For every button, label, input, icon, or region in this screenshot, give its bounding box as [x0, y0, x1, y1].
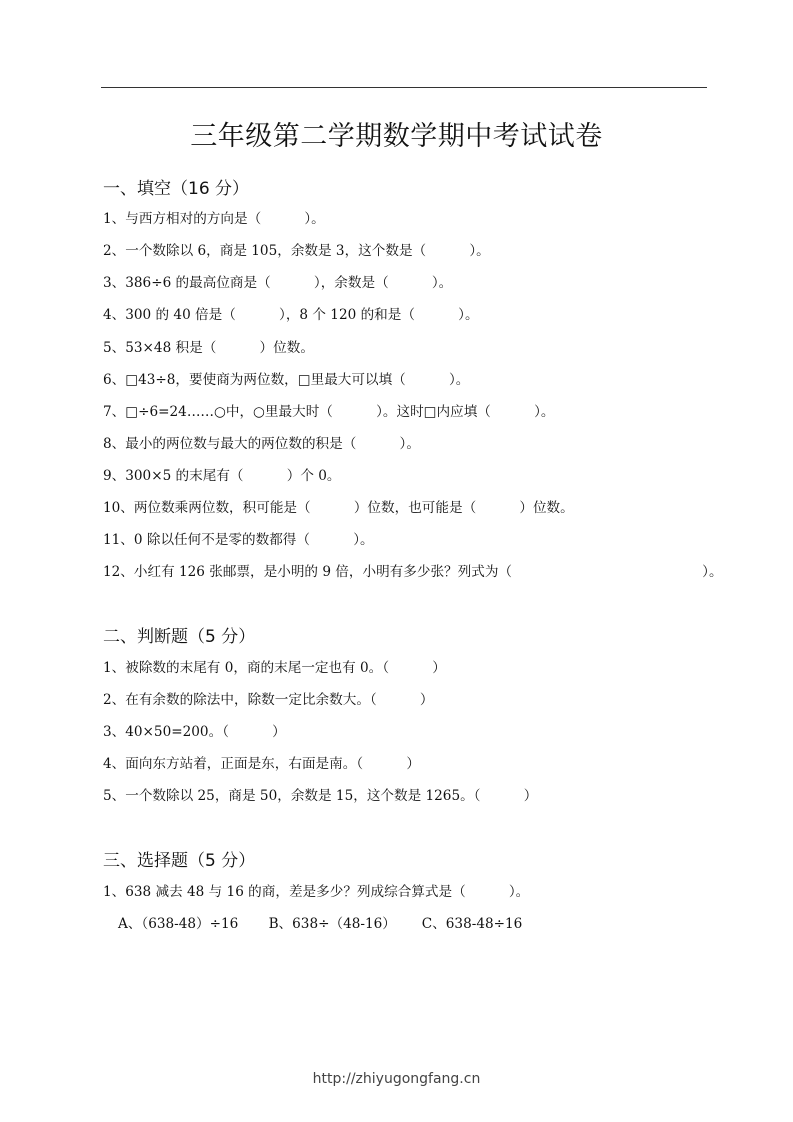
question-item: 4、300 的 40 倍是（ ），8 个 120 的和是（ ）。	[103, 307, 479, 323]
question-item: 2、一个数除以 6，商是 105，余数是 3，这个数是（ ）。	[103, 243, 490, 259]
question-item: 5、一个数除以 25，商是 50，余数是 15，这个数是 1265。（ ）	[103, 788, 538, 804]
footer-url: http://zhiyugongfang.cn	[312, 1071, 481, 1087]
question-item: 3、386÷6 的最高位商是（ ），余数是（ ）。	[103, 275, 453, 291]
question-item: 9、300×5 的末尾有（ ）个 0。	[103, 468, 341, 484]
section-heading-multiple-choice: 三、选择题（5 分）	[103, 851, 256, 871]
question-item: 2、在有余数的除法中，除数一定比余数大。（ ）	[103, 692, 434, 708]
question-item: 5、53×48 积是（ ）位数。	[103, 340, 314, 356]
question-item: 1、638 减去 48 与 16 的商，差是多少？列成综合算式是（ ）。	[103, 884, 530, 900]
question-item: 6、□43÷8，要使商为两位数，□里最大可以填（ ）。	[103, 372, 470, 388]
header-rule	[101, 87, 707, 88]
question-item: 1、与西方相对的方向是（ ）。	[103, 211, 325, 227]
question-item: 8、最小的两位数与最大的两位数的积是（ ）。	[103, 436, 420, 452]
question-item: 3、40×50=200。（ ）	[103, 724, 286, 740]
question-item: 12、小红有 126 张邮票，是小明的 9 倍，小明有多少张？列式为（ ）。	[103, 564, 723, 580]
question-item: 11、0 除以任何不是零的数都得（ ）。	[103, 532, 374, 548]
section-heading-fill-blank: 一、填空（16 分）	[103, 179, 250, 199]
question-item: 7、□÷6=24……○中，○里最大时（ ）。这时□内应填（ ）。	[103, 404, 555, 420]
choice-options: A、（638-48）÷16 B、638÷（48-16） C、638-48÷16	[118, 916, 523, 932]
page-title: 三年级第二学期数学期中考试试卷	[190, 121, 603, 152]
question-item: 4、面向东方站着，正面是东，右面是南。（ ）	[103, 756, 420, 772]
section-heading-true-false: 二、判断题（5 分）	[103, 627, 256, 647]
question-item: 10、两位数乘两位数，积可能是（ ）位数，也可能是（ ）位数。	[103, 500, 574, 516]
question-item: 1、被除数的末尾有 0，商的末尾一定也有 0。（ ）	[103, 660, 446, 676]
